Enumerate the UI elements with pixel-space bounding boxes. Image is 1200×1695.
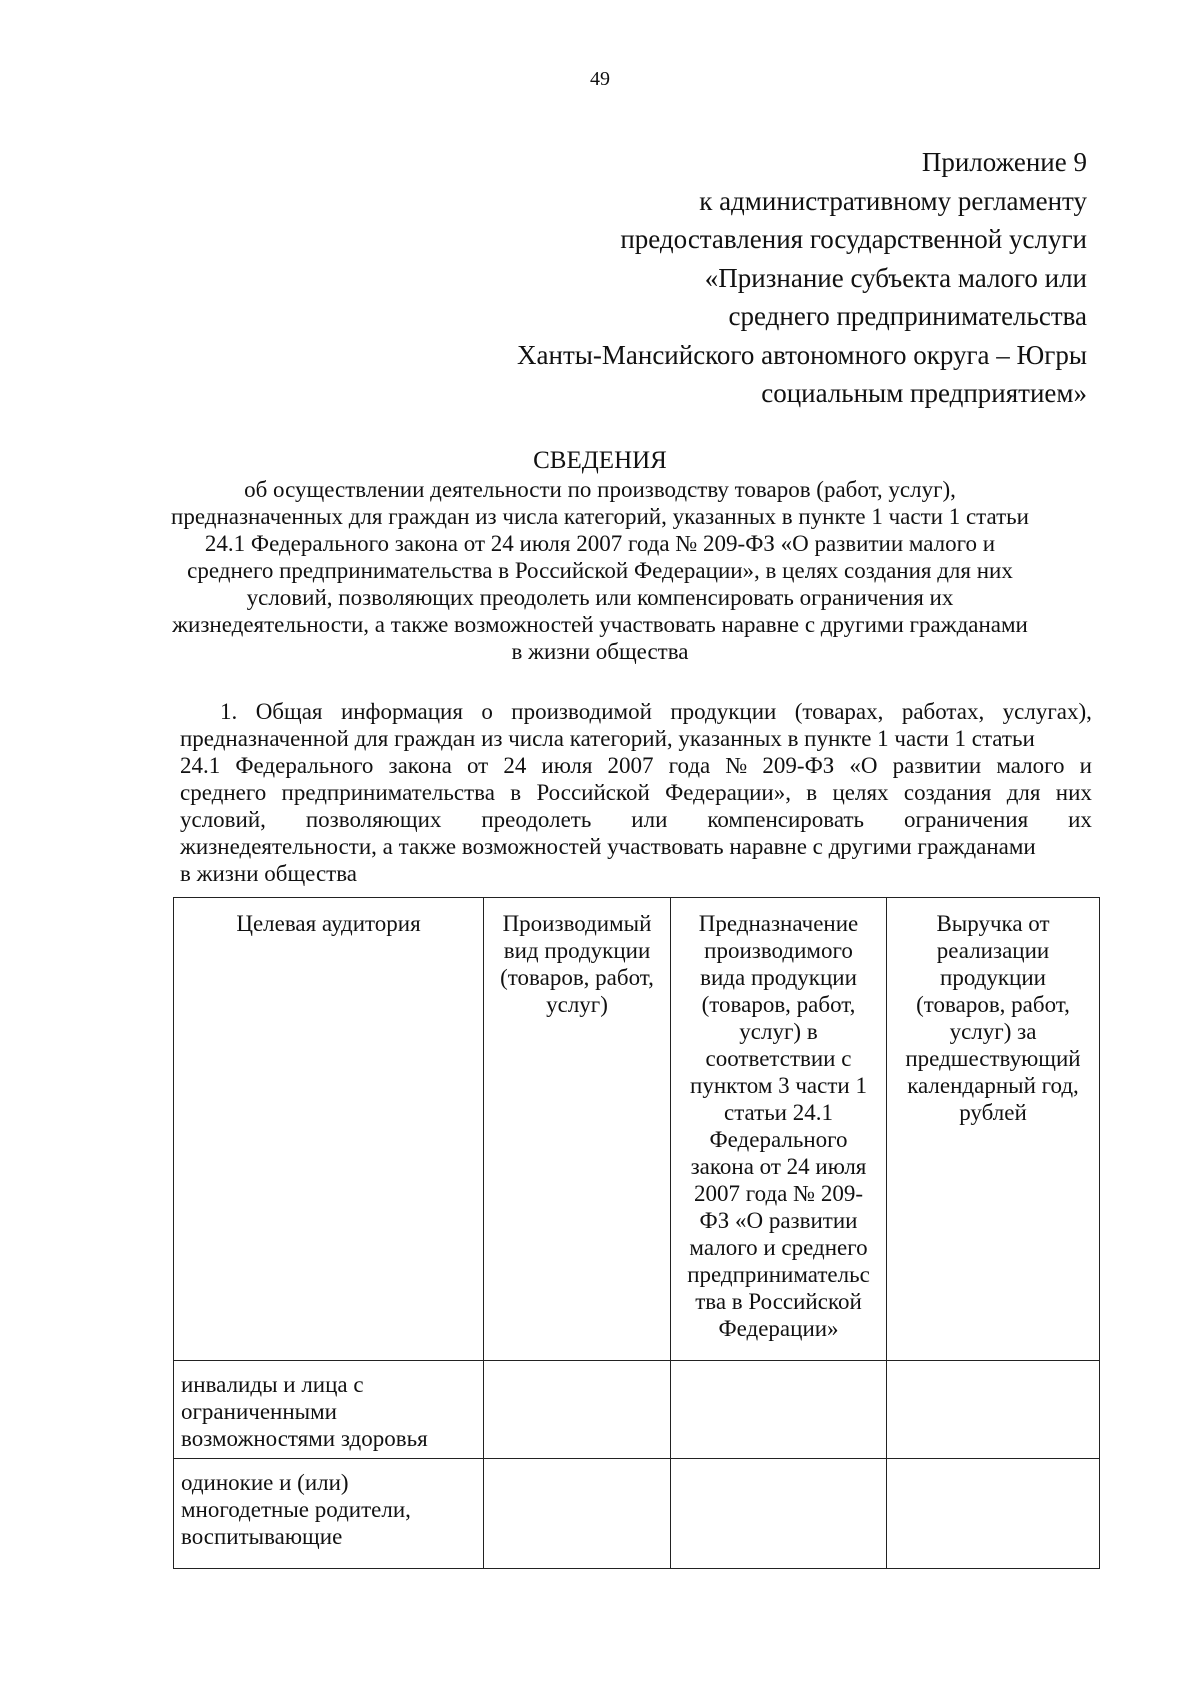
subtitle-line: предназначенных для граждан из числа категорий, указанных в пункте 1 части 1 статьи (171, 504, 1029, 529)
info-table (173, 897, 1100, 1569)
table-cell-empty (484, 1459, 671, 1569)
paragraph-line: предназначенной для граждан из числа категорий, указанных в пункте 1 части 1 статьи (180, 726, 1035, 751)
header-target-audience: Целевая аудитория (174, 898, 484, 1361)
table-cell-empty (671, 1361, 887, 1459)
table-header-row (174, 898, 1100, 1361)
document-title: СВЕДЕНИЯ (533, 447, 667, 474)
table-cell-empty (484, 1361, 671, 1459)
appendix-line: «Признание субъекта малого или (704, 262, 1087, 293)
paragraph-line: среднего предпринимательства в Российской Федерации», в целях создания для них (180, 780, 1092, 805)
table-cell-audience: инвалиды и лица с ограниченными возможностями здоровья (174, 1361, 484, 1459)
table-row (174, 1459, 1100, 1569)
table-cell-empty (671, 1459, 887, 1569)
appendix-line: предоставления государственной услуги (620, 224, 1087, 254)
subtitle-line: жизнедеятельности, а также возможностей участвовать наравне с другими гражданами (172, 612, 1028, 637)
header-product-purpose: Предназначение производимого вида продукции (товаров, работ, услуг) в соответствии с пунктом 3 части 1 статьи 24.1 Федерального закона от 24 июля 2007 года № 209- ФЗ «О развитии малого и среднего предпринимательс тва в Российской Федерации» (671, 898, 887, 1361)
section-1-paragraph (180, 698, 1092, 887)
paragraph-line: в жизни общества (180, 861, 357, 886)
paragraph-line: условий, позволяющих преодолеть или компенсировать ограничения их (180, 807, 1092, 832)
paragraph-line: 24.1 Федерального закона от 24 июля 2007 года № 209-ФЗ «О развитии малого и (180, 753, 1092, 778)
appendix-line: к административному регламенту (699, 185, 1087, 216)
appendix-line: социальным предприятием» (761, 378, 1087, 408)
subtitle-line: об осуществлении деятельности по производству товаров (работ, услуг), (244, 477, 956, 502)
subtitle-line: среднего предпринимательства в Российской Федерации», в целях создания для них (187, 558, 1013, 583)
table-row (174, 1361, 1100, 1459)
appendix-line: Ханты-Мансийского автономного округа – Югры (517, 339, 1087, 370)
subtitle-line: 24.1 Федерального закона от 24 июля 2007 года № 209-ФЗ «О развитии малого и (204, 531, 996, 556)
appendix-line: Приложение 9 (921, 147, 1087, 177)
table-cell-empty (887, 1459, 1100, 1569)
header-product-type: Производимый вид продукции (товаров, работ, услуг) (484, 898, 671, 1361)
page-number: 49 (590, 68, 610, 90)
paragraph-line: жизнедеятельности, а также возможностей участвовать наравне с другими гражданами (180, 834, 1036, 859)
appendix-header (517, 143, 1087, 413)
table-cell-empty (887, 1361, 1100, 1459)
paragraph-line: 1. Общая информация о производимой продукции (товарах, работах, услугах), (220, 699, 1092, 724)
header-revenue: Выручка от реализации продукции (товаров, работ, услуг) за предшествующий календарный год, рублей (887, 898, 1100, 1361)
document-subtitle (0, 476, 1200, 665)
table-cell-audience: одинокие и (или) многодетные родители, воспитывающие (174, 1459, 484, 1569)
subtitle-line: условий, позволяющих преодолеть или компенсировать ограничения их (246, 585, 954, 610)
appendix-line: среднего предпринимательства (728, 301, 1087, 331)
subtitle-line: в жизни общества (511, 639, 689, 664)
